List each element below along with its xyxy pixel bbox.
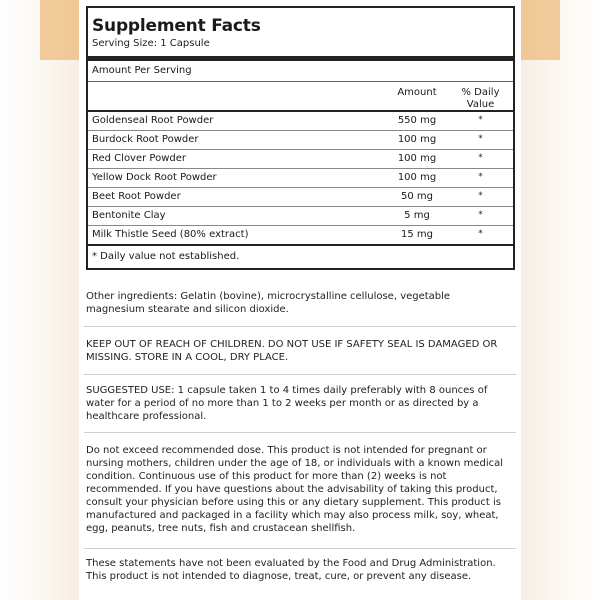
daily-value-footnote: * Daily value not established. <box>88 244 513 268</box>
table-row <box>88 169 513 188</box>
ingredient-amount: 550 mg <box>397 115 437 126</box>
ingredient-amount: 50 mg <box>401 191 433 202</box>
ingredient-name: Bentonite Clay <box>92 210 166 221</box>
ingredient-daily-value: * <box>478 210 483 220</box>
table-row <box>88 207 513 226</box>
section-divider <box>84 432 516 433</box>
column-header-amount: Amount <box>397 87 437 98</box>
warning-text: KEEP OUT OF REACH OF CHILDREN. DO NOT USE IF SAFETY SEAL IS DAMAGED OR MISSING. STORE IN A COOL, DRY PLACE. <box>86 339 498 363</box>
ingredient-amount: 15 mg <box>401 229 433 240</box>
ingredient-name: Milk Thistle Seed (80% extract) <box>92 229 249 240</box>
section-divider <box>84 326 516 327</box>
ingredient-daily-value: * <box>478 229 483 239</box>
section-divider <box>84 548 516 549</box>
ingredient-table <box>88 112 513 244</box>
column-headers <box>88 82 513 112</box>
background-left <box>0 0 86 600</box>
fda-disclaimer-text: These statements have not been evaluated by the Food and Drug Administration. This product is not intended to diagnose, treat, cure, or prevent any disease. <box>86 558 496 582</box>
ingredient-amount: 5 mg <box>404 210 430 221</box>
ingredient-name: Yellow Dock Root Powder <box>92 172 217 183</box>
table-row <box>88 150 513 169</box>
ingredient-amount: 100 mg <box>397 134 437 145</box>
ingredient-name: Goldenseal Root Powder <box>92 115 214 126</box>
amount-per-serving: Amount Per Serving <box>88 61 513 82</box>
column-header-daily-value <box>448 87 513 110</box>
caution-text: Do not exceed recommended dose. This product is not intended for pregnant or nursing mothers, children under the age of 18, or individuals with a known medical condition. Continuous use of this product for more than (2) weeks is not recommended. If you have questions about the advisability of taking this product, consult your physician before using this or any dietary supplement. This product is manufactured and packaged in a facility which may also process milk, soy, wheat, egg, peanuts, tree nuts, fish and crustacean shellfish. <box>86 445 504 534</box>
serving-size: Serving Size: 1 Capsule <box>92 38 210 49</box>
background-right <box>514 0 600 600</box>
ingredient-name: Beet Root Powder <box>92 191 181 202</box>
ingredient-name: Red Clover Powder <box>92 153 186 164</box>
column-header-name <box>88 87 386 110</box>
daily-value-label-line1: % Daily <box>461 87 500 98</box>
ingredient-daily-value: * <box>478 191 483 201</box>
table-row <box>88 188 513 207</box>
suggested-use-text: SUGGESTED USE: 1 capsule taken 1 to 4 times daily preferably with 8 ounces of water for a period of no more than 1 to 2 weeks per month or as directed by a healthcare professional. <box>86 385 488 422</box>
other-ingredients-text: Other ingredients: Gelatin (bovine), microcrystalline cellulose, vegetable magnesium stearate and silicon dioxide. <box>86 291 451 315</box>
ingredient-daily-value: * <box>478 134 483 144</box>
ingredient-daily-value: * <box>478 115 483 125</box>
table-row <box>88 131 513 150</box>
ingredient-amount: 100 mg <box>397 172 437 183</box>
table-row <box>88 112 513 131</box>
table-row <box>88 226 513 244</box>
daily-value-label-line2: Value <box>466 99 495 110</box>
supplement-facts-title: Supplement Facts <box>92 16 261 36</box>
supplement-facts-panel <box>86 6 515 270</box>
ingredient-name: Burdock Root Powder <box>92 134 199 145</box>
ingredient-amount: 100 mg <box>397 153 437 164</box>
ingredient-daily-value: * <box>478 153 483 163</box>
section-divider <box>84 374 516 375</box>
ingredient-daily-value: * <box>478 172 483 182</box>
